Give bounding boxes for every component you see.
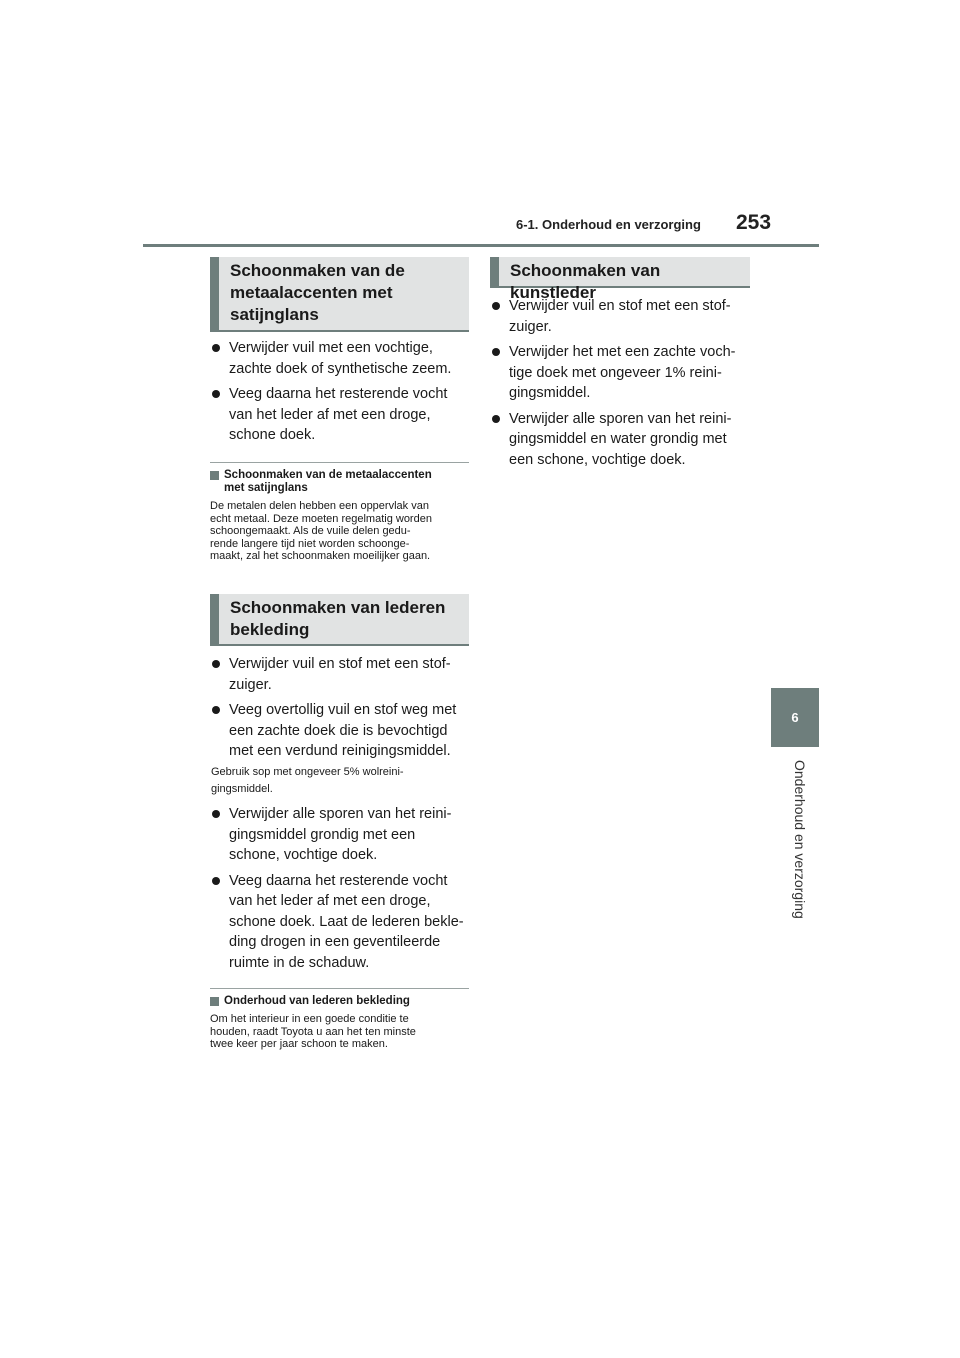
heading-line: Schoonmaken van kunstleder <box>510 261 661 302</box>
bullet-item: Veeg daarna het resterende vocht van het leder af met een droge, schone doek. Laat de lederen bekle- ding drogen in een geventileerde ruimte in de schaduw. <box>211 871 473 974</box>
bullet-item: Verwijder vuil en stof met een stof- zuiger. <box>491 296 753 337</box>
heading-satin-accents <box>210 257 469 332</box>
info-title: Onderhoud van lederen bekleding <box>210 995 469 1008</box>
bullet-item: Verwijder vuil en stof met een stof- zuiger. <box>211 654 471 695</box>
bullet-list-synthetic <box>491 296 753 475</box>
bullet-list-leather-b <box>211 804 473 978</box>
header-rule <box>143 244 819 247</box>
info-leather-maintenance <box>210 988 469 1051</box>
bullet-item: Verwijder vuil met een vochtige, zachte doek of synthetische zeem. <box>211 338 471 379</box>
heading-line: Schoonmaken van de <box>230 261 405 280</box>
heading-leather <box>210 594 469 646</box>
square-bullet-icon <box>210 471 219 480</box>
bullet-list-leather-a <box>211 654 471 767</box>
info-title: Schoonmaken van de metaalaccenten met satijnglans <box>210 469 469 495</box>
heading-line: satijnglans <box>230 305 319 324</box>
chapter-tab: 6 <box>771 688 819 747</box>
bullet-item: Verwijder alle sporen van het reini- gingsmiddel en water grondig met een schone, vochtige doek. <box>491 409 753 471</box>
heading-line: bekleding <box>230 620 310 639</box>
bullet-item: Veeg daarna het resterende vocht van het leder af met een droge, schone doek. <box>211 384 471 446</box>
bullet-list-satin <box>211 338 471 451</box>
info-satin-accents <box>210 462 469 563</box>
section-title: 6-1. Onderhoud en verzorging <box>516 217 701 232</box>
bullet-item: Verwijder het met een zachte voch- tige doek met ongeveer 1% reini- gingsmiddel. <box>491 342 753 404</box>
chapter-label: Onderhoud en verzorging <box>792 760 808 919</box>
heading-synthetic-leather <box>490 257 750 302</box>
dilution-note: Gebruik sop met ongeveer 5% wolreini- gingsmiddel. <box>211 766 404 795</box>
bullet-item: Veeg overtollig vuil en stof weg met een zachte doek die is bevochtigd met een verdund reinigingsmiddel. <box>211 700 471 762</box>
page-number: 253 <box>736 211 772 234</box>
bullet-item: Verwijder alle sporen van het reini- gingsmiddel grondig met een schone, vochtige doek. <box>211 804 473 866</box>
info-body: De metalen delen hebben een oppervlak van echt metaal. Deze moeten regelmatig worden schoongemaakt. Als de vuile delen gedu- rende langere tijd niet worden schoonge- maakt, zal het schoonmaken moeilijker gaan. <box>210 500 432 562</box>
heading-line: Schoonmaken van lederen <box>230 598 446 617</box>
heading-line: metaalaccenten met <box>230 283 393 302</box>
info-body: Om het interieur in een goede conditie te houden, raadt Toyota u aan het ten minste twee keer per jaar schoon te maken. <box>210 1013 416 1050</box>
square-bullet-icon <box>210 997 219 1006</box>
